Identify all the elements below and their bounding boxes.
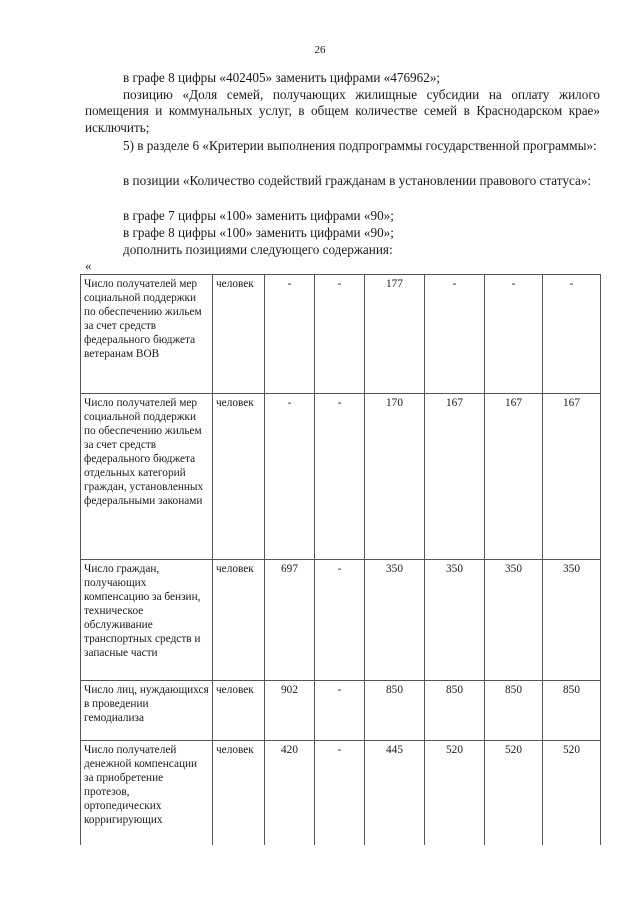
- value-cell: 167: [485, 394, 543, 560]
- value-cell: 520: [543, 741, 601, 845]
- value-cell: -: [265, 394, 315, 560]
- value-cell: 850: [425, 681, 485, 741]
- value-cell: -: [315, 560, 365, 681]
- value-cell: 350: [543, 560, 601, 681]
- criteria-table: [80, 274, 601, 845]
- value-cell: 350: [425, 560, 485, 681]
- paragraph-4: в позиции «Количество содействий гражданам в установлении правового статуса»:: [123, 173, 592, 188]
- value-cell: -: [425, 275, 485, 394]
- indicator-name-cell: Число граждан, получающих компенсацию за бензин, техническое обслуживание транспортных средств и запасные части: [81, 560, 213, 681]
- value-cell: 445: [365, 741, 425, 845]
- value-cell: 177: [365, 275, 425, 394]
- opening-quote-mark: «: [85, 258, 92, 273]
- value-cell: 520: [425, 741, 485, 845]
- value-cell: -: [265, 275, 315, 394]
- value-cell: 850: [543, 681, 601, 741]
- paragraph-5: в графе 7 цифры «100» заменить цифрами «90»;: [123, 208, 394, 223]
- value-cell: 167: [543, 394, 601, 560]
- paragraph-2: позицию «Доля семей, получающих жилищные субсидии на оплату жилого помещения и коммунальных услуг, в общем количестве семей в Краснодарском крае» исключить;: [85, 87, 600, 135]
- table-row: [81, 275, 601, 394]
- value-cell: -: [315, 741, 365, 845]
- unit-cell: человек: [213, 275, 265, 394]
- paragraph-1: в графе 8 цифры «402405» заменить цифрами «476962»;: [123, 70, 441, 85]
- value-cell: 167: [425, 394, 485, 560]
- value-cell: -: [485, 275, 543, 394]
- page-number: 26: [314, 44, 326, 56]
- value-cell: 850: [485, 681, 543, 741]
- value-cell: 350: [365, 560, 425, 681]
- indicator-name-cell: Число получателей денежной компенсации за приобретение протезов, ортопедических корригирующих: [81, 741, 213, 845]
- paragraph-7: дополнить позициями следующего содержания:: [123, 242, 393, 257]
- value-cell: -: [315, 394, 365, 560]
- value-cell: -: [543, 275, 601, 394]
- value-cell: 520: [485, 741, 543, 845]
- value-cell: -: [315, 275, 365, 394]
- indicator-name-cell: Число лиц, нуждающихся в проведении гемодиализа: [81, 681, 213, 741]
- value-cell: 902: [265, 681, 315, 741]
- unit-cell: человек: [213, 681, 265, 741]
- unit-cell: человек: [213, 394, 265, 560]
- value-cell: 420: [265, 741, 315, 845]
- value-cell: 697: [265, 560, 315, 681]
- value-cell: 850: [365, 681, 425, 741]
- indicator-name-cell: Число получателей мер социальной поддержки по обеспечению жильем за счет средств федерального бюджета ветеранам ВОВ: [81, 275, 213, 394]
- value-cell: -: [315, 681, 365, 741]
- table-row: [81, 681, 601, 741]
- unit-cell: человек: [213, 560, 265, 681]
- indicator-name-cell: Число получателей мер социальной поддержки по обеспечению жильем за счет средств федерального бюджета отдельных категорий граждан, установленных федеральными законами: [81, 394, 213, 560]
- value-cell: 350: [485, 560, 543, 681]
- table-row: [81, 394, 601, 560]
- value-cell: 170: [365, 394, 425, 560]
- paragraph-6: в графе 8 цифры «100» заменить цифрами «90»;: [123, 225, 394, 240]
- paragraph-3: 5) в разделе 6 «Критерии выполнения подпрограммы государственной программы»:: [123, 138, 597, 153]
- unit-cell: человек: [213, 741, 265, 845]
- table-row: [81, 560, 601, 681]
- table-row: [81, 741, 601, 845]
